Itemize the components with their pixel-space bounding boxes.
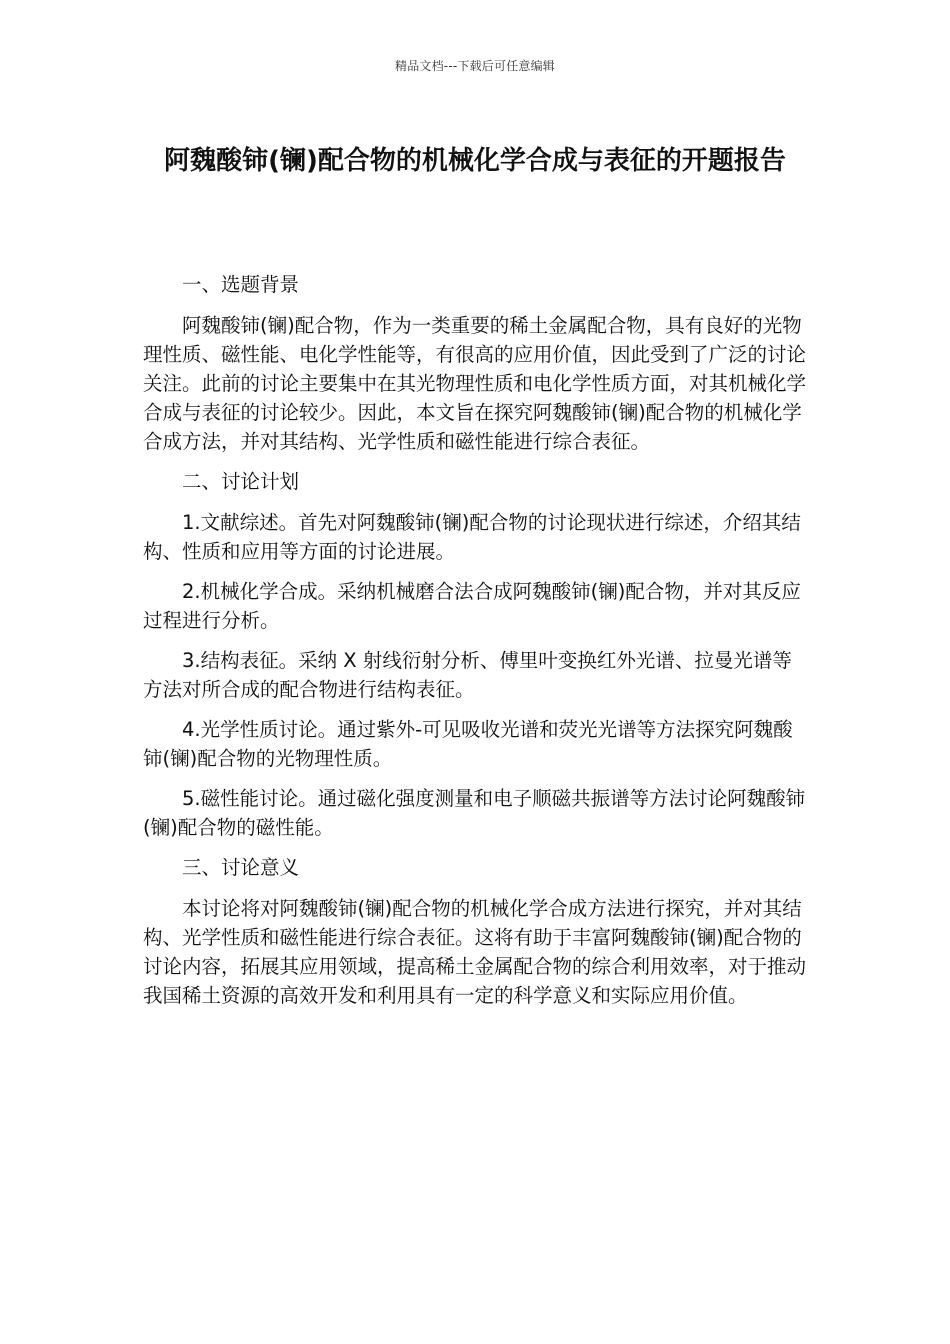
document-title: 阿魏酸铈(镧)配合物的机械化学合成与表征的开题报告 xyxy=(164,146,786,176)
plan-item-1: 1.文献综述。首先对阿魏酸铈(镧)配合物的讨论现状进行综述，介绍其结构、性质和应用等方面的讨论进展。 xyxy=(143,511,801,563)
document-body xyxy=(143,270,809,1021)
paragraph-significance: 本讨论将对阿魏酸铈(镧)配合物的机械化学合成方法进行探究，并对其结构、光学性质和磁性能进行综合表征。这将有助于丰富阿魏酸铈(镧)配合物的讨论内容，拓展其应用领域，提高稀土金属配合物的综合利用效率，对于推动我国稀土资源的高效开发和利用具有一定的科学意义和实际应用价值。 xyxy=(143,897,807,1007)
plan-item-3: 3.结构表征。采纳 X 射线衍射分析、傅里叶变换红外光谱、拉曼光谱等方法对所合成的配合物进行结构表征。 xyxy=(143,649,792,701)
section-heading-significance: 三、讨论意义 xyxy=(182,856,300,879)
plan-item-4: 4.光学性质讨论。通过紫外-可见吸收光谱和荧光光谱等方法探究阿魏酸铈(镧)配合物的光物理性质。 xyxy=(143,718,793,770)
plan-item-5: 5.磁性能讨论。通过磁化强度测量和电子顺磁共振谱等方法讨论阿魏酸铈(镧)配合物的磁性能。 xyxy=(143,787,806,839)
header-note: 精品文档---下载后可任意编辑 xyxy=(395,59,555,73)
plan-item-2: 2.机械化学合成。采纳机械磨合法合成阿魏酸铈(镧)配合物，并对其反应过程进行分析。 xyxy=(143,580,801,632)
section-heading-background: 一、选题背景 xyxy=(182,273,300,296)
section-heading-plan: 二、讨论计划 xyxy=(182,470,300,493)
paragraph-background: 阿魏酸铈(镧)配合物，作为一类重要的稀土金属配合物，具有良好的光物理性质、磁性能、电化学性能等，有很高的应用价值，因此受到了广泛的讨论关注。此前的讨论主要集中在其光物理性质和电化学性质方面，对其机械化学合成与表征的讨论较少。因此，本文旨在探究阿魏酸铈(镧)配合物的机械化学合成方法，并对其结构、光学性质和磁性能进行综合表征。 xyxy=(143,314,807,453)
